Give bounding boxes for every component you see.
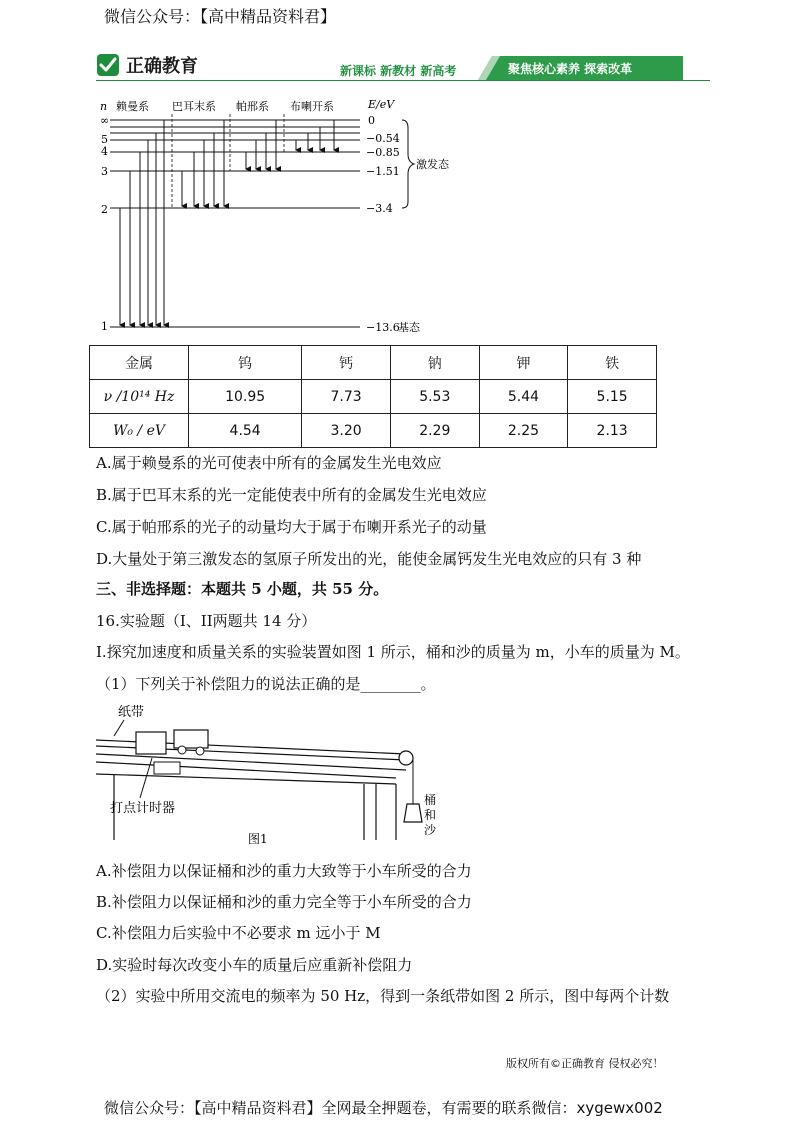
table-cell: W₀ / eV	[90, 414, 189, 448]
table-cell: 3.20	[302, 414, 391, 448]
q16-option-a: A.补偿阻力以保证桶和沙的重力大致等于小车所受的合力	[96, 862, 472, 880]
energy-value-136: −13.6	[366, 321, 400, 334]
energy-value-34: −3.4	[366, 202, 393, 215]
header-banner-text: 聚焦核心素养 探索改革	[508, 62, 633, 76]
wechat-top-banner: 微信公众号：【高中精品资料君】	[104, 7, 337, 26]
brand-logo	[96, 52, 198, 78]
checkmark-logo-icon	[96, 53, 120, 77]
table-cell: 2.25	[479, 414, 568, 448]
table-cell: 5.53	[390, 380, 479, 414]
level-n-2: 2	[101, 203, 108, 216]
table-cell: 4.54	[189, 414, 302, 448]
energy-value-inf: 0	[368, 114, 375, 127]
table-cell: 5.44	[479, 380, 568, 414]
table-cell: 5.15	[568, 380, 657, 414]
level-n-4: 4	[101, 145, 108, 158]
q16-sub1: （1）下列关于补偿阻力的说法正确的是________。	[96, 675, 436, 693]
table-cell: 2.13	[568, 414, 657, 448]
table-row	[90, 346, 657, 380]
table-row	[90, 380, 657, 414]
table-row	[90, 414, 657, 448]
level-n-5: 5	[101, 133, 108, 146]
figure1-apparatus	[96, 700, 446, 850]
series-label-balmer: 巴耳末系	[172, 100, 216, 113]
table-cell: 金属	[90, 346, 189, 380]
energy-value-054: −0.54	[366, 132, 400, 145]
table-cell: 钙	[302, 346, 391, 380]
n-header: n	[100, 100, 108, 113]
section-3-heading: 三、非选择题：本题共 5 小题，共 55 分。	[96, 580, 389, 598]
header-slogan: 新课标 新教材 新高考	[340, 64, 457, 78]
figure1-caption: 图1	[248, 832, 268, 846]
bucket-label-3: 沙	[424, 823, 437, 837]
hydrogen-energy-level-diagram	[90, 92, 460, 340]
q15-option-b: B.属于巴耳末系的光一定能使表中所有的金属发生光电效应	[96, 486, 487, 504]
series-label-brackett: 布喇开系	[290, 100, 334, 113]
table-cell: 7.73	[302, 380, 391, 414]
metal-threshold-table	[89, 345, 657, 448]
q16-option-b: B.补偿阻力以保证桶和沙的重力完全等于小车所受的合力	[96, 893, 472, 911]
bucket-label-1: 桶	[424, 793, 437, 807]
brand-name: 正确教育	[126, 56, 198, 77]
q16-sub2: （2）实验中所用交流电的频率为 50 Hz，得到一条纸带如图 2 所示，图中每两个计数	[96, 987, 670, 1005]
level-n-3: 3	[101, 165, 108, 178]
table-cell: 铁	[568, 346, 657, 380]
excited-state-brace	[402, 120, 414, 208]
table-cell: 2.29	[390, 414, 479, 448]
q16-option-c: C.补偿阻力后实验中不必要求 m 远小于 M	[96, 924, 381, 942]
energy-value-151: −1.51	[366, 165, 400, 178]
header-divider	[96, 80, 710, 81]
wechat-bottom-banner: 微信公众号：【高中精品资料君】全网最全押题卷，有需要的联系微信：xygewx002	[104, 1099, 663, 1117]
table-cell: 钨	[189, 346, 302, 380]
q15-option-d: D.大量处于第三激发态的氢原子所发出的光，能使金属钙发生光电效应的只有 3 种	[96, 550, 642, 568]
excited-state-label: 激发态	[416, 158, 449, 171]
paper-tape-label: 纸带	[118, 705, 145, 720]
q15-option-c: C.属于帕邢系的光子的动量均大于属于布喇开系光子的动量	[96, 518, 487, 536]
energy-header: E/eV	[368, 98, 395, 111]
q16-title: 16.实验题（I、II两题共 14 分）	[96, 612, 317, 630]
series-label-lyman: 赖曼系	[116, 100, 149, 113]
bucket-label-2: 和	[424, 808, 437, 822]
level-n-1: 1	[101, 320, 108, 333]
q15-option-a: A.属于赖曼系的光可使表中所有的金属发生光电效应	[96, 454, 442, 472]
energy-value-085: −0.85	[366, 146, 400, 159]
table-cell: 钠	[390, 346, 479, 380]
q16-option-d: D.实验时每次改变小车的质量后应重新补偿阻力	[96, 956, 413, 974]
copyright-notice: 版权所有©正确教育 侵权必究！	[506, 1057, 664, 1070]
ground-state-label: 基态	[398, 321, 420, 334]
series-label-paschen: 帕邢系	[236, 100, 269, 113]
timer-label: 打点计时器	[110, 801, 176, 816]
q16-intro: I.探究加速度和质量关系的实验装置如图 1 所示，桶和沙的质量为 m，小车的质量为 M。	[96, 643, 690, 661]
table-cell: 钾	[479, 346, 568, 380]
level-n-inf: ∞	[100, 114, 110, 127]
table-cell: 10.95	[189, 380, 302, 414]
table-cell: ν /10¹⁴ Hz	[90, 380, 189, 414]
